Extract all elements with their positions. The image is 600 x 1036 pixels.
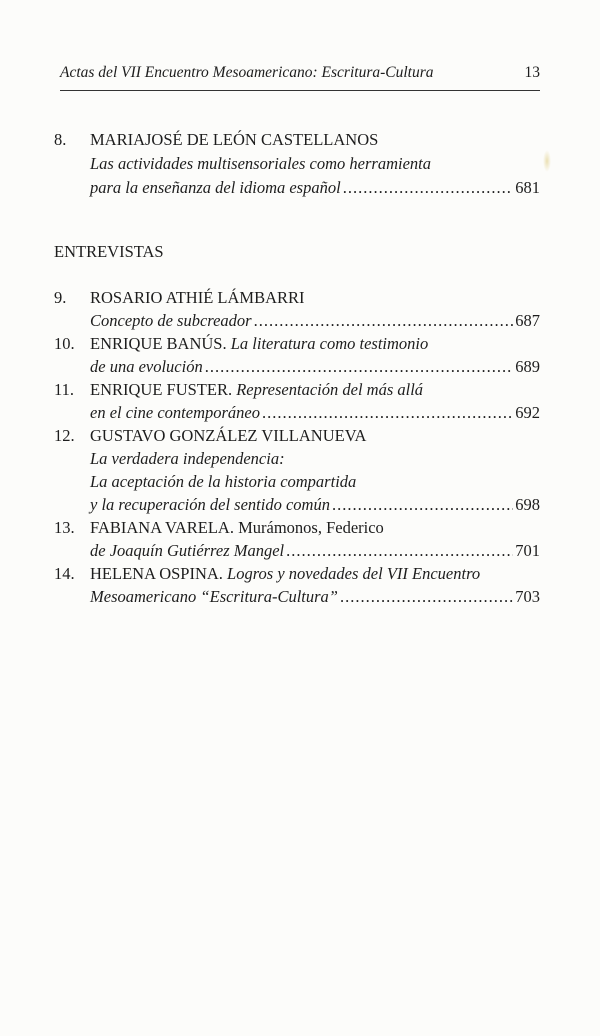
toc-entry-line bbox=[90, 355, 540, 379]
toc-entry-line bbox=[90, 309, 540, 333]
entry-title-line: para la enseñanza del idioma español bbox=[90, 178, 341, 197]
entry-page: 701 bbox=[515, 541, 540, 560]
entry-page: 687 bbox=[515, 311, 540, 330]
entry-page: 698 bbox=[515, 495, 540, 514]
entry-number: 9. bbox=[54, 288, 67, 307]
entry-heading bbox=[90, 562, 540, 586]
entry-heading bbox=[90, 516, 540, 540]
entry-title-line: La aceptación de la historia compartida bbox=[90, 472, 357, 491]
entry-number: 10. bbox=[54, 334, 75, 353]
entry-author: FABIANA VARELA. bbox=[90, 518, 234, 537]
entry-title-line: de Joaquín Gutiérrez Mangel bbox=[90, 541, 285, 560]
entry-title-line: La verdadera independencia: bbox=[90, 449, 285, 468]
entry-title-line: de una evolución bbox=[90, 357, 203, 376]
toc-entry-line bbox=[90, 493, 540, 517]
toc-entry-line bbox=[90, 585, 540, 609]
toc-entry-line bbox=[90, 539, 540, 563]
entry-page: 681 bbox=[515, 178, 540, 197]
dot-leader bbox=[332, 493, 513, 517]
entry-author: ENRIQUE BANÚS. bbox=[90, 334, 227, 353]
dot-leader bbox=[205, 355, 514, 379]
entry-author: MARIAJOSÉ DE LEÓN CASTELLANOS bbox=[90, 130, 379, 149]
dot-leader bbox=[340, 585, 513, 609]
running-header-title: Actas del VII Encuentro Mesoamericano: Escritura-Cultura bbox=[60, 64, 434, 81]
entry-author: HELENA OSPINA. bbox=[90, 564, 223, 583]
entry-page: 692 bbox=[515, 403, 540, 422]
entry-number: 12. bbox=[54, 426, 75, 445]
entry-number: 8. bbox=[54, 130, 67, 149]
entry-heading bbox=[90, 378, 540, 402]
running-header bbox=[60, 64, 540, 91]
entry-title-line: Murámonos, Federico bbox=[238, 518, 384, 537]
entry-author: GUSTAVO GONZÁLEZ VILLANUEVA bbox=[90, 426, 367, 445]
entry-author: ENRIQUE FUSTER. bbox=[90, 380, 233, 399]
toc-entry-line bbox=[90, 176, 540, 200]
entry-title-line: y la recuperación del sentido común bbox=[90, 495, 330, 514]
entry-author: ROSARIO ATHIÉ LÁMBARRI bbox=[90, 288, 305, 307]
entry-title-line: en el cine contemporáneo bbox=[90, 403, 260, 422]
dot-leader bbox=[254, 309, 514, 333]
entry-title-line: La literatura como testimonio bbox=[230, 334, 429, 353]
page-number: 13 bbox=[524, 64, 540, 81]
entry-number: 14. bbox=[54, 564, 75, 583]
entry-title-line: Representación del más allá bbox=[236, 380, 424, 399]
entry-number: 11. bbox=[54, 380, 75, 399]
entry-title-line: Logros y novedades del VII Encuentro bbox=[227, 564, 481, 583]
entry-number: 13. bbox=[54, 518, 75, 537]
paper-stain bbox=[543, 150, 551, 172]
dot-leader bbox=[262, 401, 513, 425]
dot-leader bbox=[343, 176, 514, 200]
entry-page: 689 bbox=[515, 357, 540, 376]
entry-page: 703 bbox=[515, 587, 540, 606]
toc-entry-line bbox=[90, 401, 540, 425]
entry-title-line: Las actividades multisensoriales como herramienta bbox=[90, 154, 431, 173]
entry-heading bbox=[90, 332, 540, 356]
entry-title-line: Concepto de subcreador bbox=[90, 311, 252, 330]
dot-leader bbox=[286, 539, 513, 563]
entry-title-line: Mesoamericano “Escritura-Cultura” bbox=[90, 587, 338, 606]
section-heading: ENTREVISTAS bbox=[54, 242, 164, 261]
